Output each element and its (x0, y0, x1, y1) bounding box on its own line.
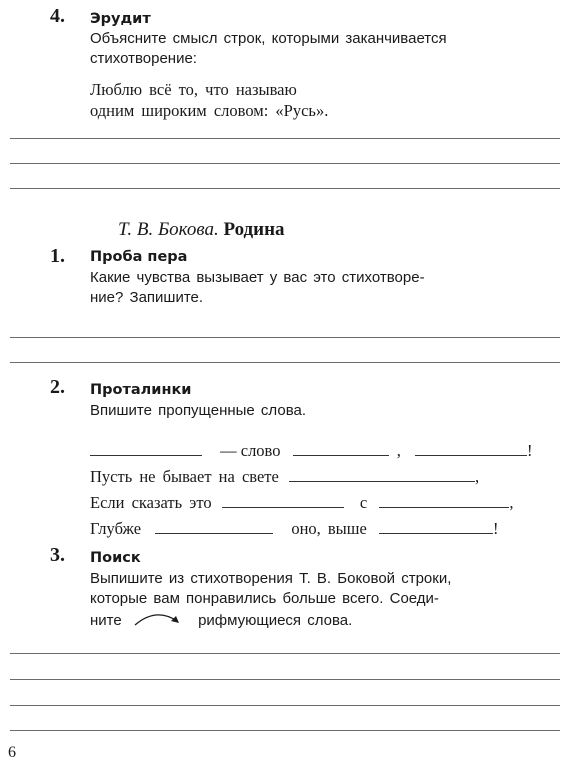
task-4-text-line-2: стихотворение: (90, 50, 197, 67)
section-author: Т. В. Бокова. (118, 219, 219, 240)
task-1-text-line-2: ние? Запишите. (90, 289, 204, 306)
task-4-title: Эрудит (90, 11, 151, 27)
verse-text: ! (527, 441, 533, 460)
answer-line[interactable] (10, 337, 560, 338)
blank-field[interactable] (415, 441, 527, 456)
task-3-text-line-1: Выпишите из стихотворения Т. В. Боковой строки, (90, 570, 452, 587)
blank-field[interactable] (379, 519, 493, 534)
answer-line[interactable] (10, 653, 560, 654)
task-4-text-line-1: Объясните смысл строк, которыми заканчивается (90, 30, 447, 47)
task-3-title: Поиск (90, 550, 141, 566)
answer-line[interactable] (10, 730, 560, 731)
blank-field[interactable] (293, 441, 389, 456)
task-2-title: Проталинки (90, 382, 192, 398)
verse-line-1 (90, 441, 558, 461)
verse-text: ! (492, 519, 499, 538)
task-2-number: 2. (50, 376, 65, 398)
task-1-text-line-1: Какие чувства вызывает у вас это стихотворе- (90, 269, 425, 286)
task-2-text: Впишите пропущенные слова. (90, 402, 307, 419)
task-1-number: 1. (50, 245, 65, 267)
verse-line-4 (90, 519, 558, 539)
blank-field[interactable] (289, 467, 475, 482)
task-3-text-line-2: которые вам понравились больше всего. Соеди- (90, 590, 439, 607)
task-1-title: Проба пера (90, 249, 188, 265)
blank-field[interactable] (379, 493, 509, 508)
task-3-text-line-3 (90, 609, 352, 631)
rhyme-arc-icon (132, 609, 188, 629)
page-number: 6 (8, 744, 16, 761)
answer-line[interactable] (10, 188, 560, 189)
blank-field[interactable] (155, 519, 273, 534)
verse-text: , (396, 441, 401, 460)
verse-text: , (474, 467, 480, 486)
verse-text: Глубже (90, 519, 142, 538)
task-3-text-part: ните (90, 612, 122, 629)
verse-text: с (359, 493, 368, 512)
verse-line-2 (90, 467, 558, 487)
task-4-quote-line-2: одним широким словом: «Русь». (90, 101, 329, 120)
task-4-quote-line-1: Люблю всё то, что называю (90, 80, 297, 99)
answer-line[interactable] (10, 362, 560, 363)
task-4-number: 4. (50, 5, 65, 27)
verse-line-3 (90, 493, 558, 513)
section-title: Родина (223, 219, 285, 240)
section-heading (118, 219, 285, 241)
verse-text: Пусть не бывает на свете (90, 467, 279, 486)
verse-text: — слово (220, 441, 281, 460)
verse-text: Если сказать это (90, 493, 212, 512)
answer-line[interactable] (10, 679, 560, 680)
answer-line[interactable] (10, 138, 560, 139)
verse-text: оно, выше (291, 519, 367, 538)
answer-line[interactable] (10, 705, 560, 706)
task-3-number: 3. (50, 544, 65, 566)
verse-text: , (509, 493, 514, 512)
blank-field[interactable] (90, 441, 202, 456)
task-3-text-part: рифмующиеся слова. (198, 612, 353, 629)
answer-line[interactable] (10, 163, 560, 164)
blank-field[interactable] (222, 493, 344, 508)
